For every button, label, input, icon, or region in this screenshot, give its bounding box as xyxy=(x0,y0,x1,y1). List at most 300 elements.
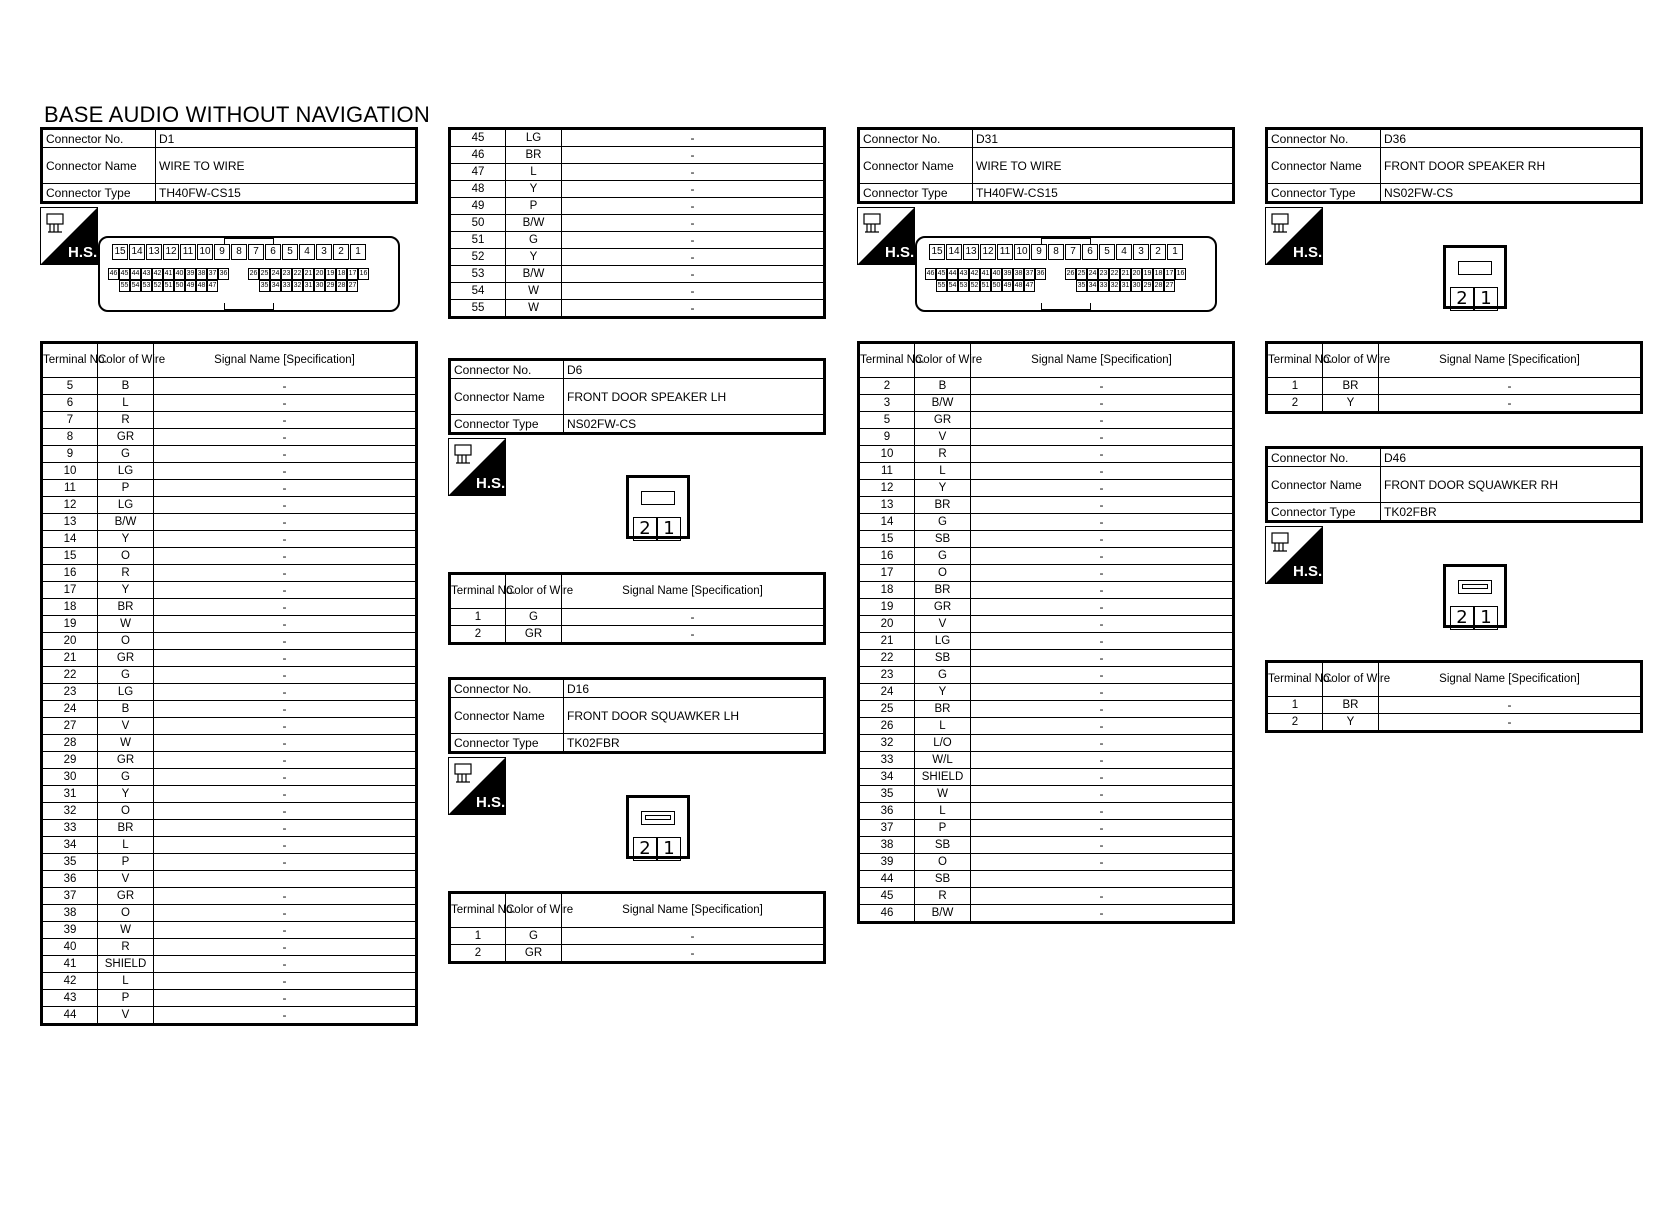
wire-color: Y xyxy=(506,249,562,266)
connector-pin: 21 xyxy=(303,268,314,280)
table-row xyxy=(42,837,417,854)
terminal-no: 12 xyxy=(859,480,915,497)
signal-name: - xyxy=(562,164,825,181)
wire-color: O xyxy=(98,803,154,820)
connector-pin: 40 xyxy=(174,268,185,280)
connector-pin: 19 xyxy=(1142,268,1153,280)
signal-name: - xyxy=(971,905,1234,923)
terminal-no: 5 xyxy=(859,412,915,429)
signal-name: - xyxy=(971,446,1234,463)
terminal-no: 15 xyxy=(42,548,98,565)
signal-name: - xyxy=(154,531,417,548)
terminal-no: 55 xyxy=(450,300,506,318)
connector-info-d31 xyxy=(857,127,1235,204)
signal-name: - xyxy=(562,626,825,644)
table-row xyxy=(859,616,1234,633)
connector-pin: 31 xyxy=(1120,280,1131,292)
connector-pin: 48 xyxy=(196,280,207,292)
terminal-no: 16 xyxy=(859,548,915,565)
connector-pin: 55 xyxy=(119,280,130,292)
terminal-no: 20 xyxy=(42,633,98,650)
connector-pin: 51 xyxy=(980,280,991,292)
wire-color: G xyxy=(915,548,971,565)
label-connector-type: Connector Type xyxy=(1267,503,1381,522)
label-connector-type: Connector Type xyxy=(859,184,973,203)
signal-name: - xyxy=(971,837,1234,854)
signal-name: - xyxy=(154,480,417,497)
wire-color: Y xyxy=(98,582,154,599)
table-row xyxy=(42,616,417,633)
header-color-of-wire: Color of Wire xyxy=(1323,343,1379,378)
signal-name: - xyxy=(562,609,825,626)
terminal-no: 32 xyxy=(859,735,915,752)
signal-name: - xyxy=(971,582,1234,599)
table-row xyxy=(450,147,825,164)
header-terminal-no: Terminal No. xyxy=(450,893,506,928)
wire-color: G xyxy=(506,232,562,249)
terminal-no: 50 xyxy=(450,215,506,232)
table-row xyxy=(859,684,1234,701)
table-row xyxy=(42,854,417,871)
terminal-table-d1 xyxy=(40,341,418,1026)
signal-name: - xyxy=(154,667,417,684)
terminal-no: 41 xyxy=(42,956,98,973)
terminal-no: 45 xyxy=(450,129,506,147)
table-row xyxy=(450,928,825,945)
wire-color: V xyxy=(98,1007,154,1025)
wire-color: LG xyxy=(98,497,154,514)
table-row xyxy=(859,786,1234,803)
table-header xyxy=(1267,662,1642,697)
signal-name: - xyxy=(154,990,417,1007)
wire-color: GR xyxy=(98,650,154,667)
table-row xyxy=(42,888,417,905)
connector-face-d16 xyxy=(626,795,690,859)
connector-type-value: TK02FBR xyxy=(1381,503,1642,522)
signal-name: - xyxy=(971,531,1234,548)
connector-pin: 28 xyxy=(336,280,347,292)
terminal-no: 13 xyxy=(42,514,98,531)
connector-pin-grid-d31 xyxy=(915,236,1217,312)
table-row xyxy=(859,854,1234,871)
signal-name: - xyxy=(971,888,1234,905)
terminal-no: 32 xyxy=(42,803,98,820)
table-row xyxy=(42,956,417,973)
wire-color: BR xyxy=(915,582,971,599)
connector-pin: 44 xyxy=(947,268,958,280)
connector-no-value: D6 xyxy=(564,360,825,379)
terminal-no: 15 xyxy=(859,531,915,548)
connector-pin: 10 xyxy=(1014,244,1030,260)
connector-pin: 22 xyxy=(292,268,303,280)
pin-1: 1 xyxy=(1474,606,1498,630)
terminal-no: 38 xyxy=(859,837,915,854)
label-connector-name: Connector Name xyxy=(859,148,973,184)
connector-pin: 35 xyxy=(1076,280,1087,292)
wire-color: P xyxy=(98,480,154,497)
connector-no-value: D36 xyxy=(1381,129,1642,148)
table-header xyxy=(859,343,1234,378)
table-row xyxy=(859,752,1234,769)
signal-name: - xyxy=(154,905,417,922)
connector-pin: 47 xyxy=(1024,280,1035,292)
terminal-no: 6 xyxy=(42,395,98,412)
table-row xyxy=(450,626,825,644)
table-row xyxy=(42,395,417,412)
connector-info-d46 xyxy=(1265,446,1643,523)
table-row xyxy=(42,1007,417,1025)
wire-color: BR xyxy=(1323,378,1379,395)
signal-name: - xyxy=(971,514,1234,531)
terminal-no: 10 xyxy=(42,463,98,480)
connector-pin: 42 xyxy=(969,268,980,280)
header-signal-name: Signal Name [Specification] xyxy=(154,343,417,378)
connector-pin: 4 xyxy=(299,244,315,260)
signal-name: - xyxy=(154,395,417,412)
table-row xyxy=(859,497,1234,514)
table-row xyxy=(859,718,1234,735)
terminal-no: 9 xyxy=(859,429,915,446)
terminal-no: 42 xyxy=(42,973,98,990)
connector-pin: 12 xyxy=(163,244,179,260)
connector-pin: 5 xyxy=(1099,244,1115,260)
connector-pin: 45 xyxy=(936,268,947,280)
signal-name: - xyxy=(562,129,825,147)
wire-color: W xyxy=(506,300,562,318)
connector-pin: 28 xyxy=(1153,280,1164,292)
wire-color: B xyxy=(98,701,154,718)
table-row xyxy=(42,905,417,922)
table-row xyxy=(859,769,1234,786)
connector-name-value: WIRE TO WIRE xyxy=(156,148,417,184)
table-row xyxy=(42,735,417,752)
svg-text:H.S.: H.S. xyxy=(885,244,915,261)
signal-name: - xyxy=(154,684,417,701)
connector-pin: 52 xyxy=(152,280,163,292)
connector-pin: 50 xyxy=(174,280,185,292)
table-row xyxy=(42,633,417,650)
connector-pin: 46 xyxy=(925,268,936,280)
terminal-no: 7 xyxy=(42,412,98,429)
table-row xyxy=(42,684,417,701)
connector-pin: 6 xyxy=(1082,244,1098,260)
label-connector-no: Connector No. xyxy=(450,679,564,698)
connector-type-value: TH40FW-CS15 xyxy=(156,184,417,203)
label-connector-no: Connector No. xyxy=(1267,129,1381,148)
wire-color: P xyxy=(98,990,154,1007)
table-row xyxy=(450,249,825,266)
table-row xyxy=(42,701,417,718)
terminal-table-d46 xyxy=(1265,660,1643,733)
wire-color: P xyxy=(506,198,562,215)
connector-pin: 16 xyxy=(358,268,369,280)
header-signal-name: Signal Name [Specification] xyxy=(562,574,825,609)
table-header xyxy=(450,893,825,928)
wire-color: W/L xyxy=(915,752,971,769)
table-header xyxy=(1267,343,1642,378)
terminal-no: 2 xyxy=(450,626,506,644)
terminal-no: 21 xyxy=(859,633,915,650)
connector-pin: 8 xyxy=(231,244,247,260)
connector-pin: 8 xyxy=(1048,244,1064,260)
connector-pin: 17 xyxy=(1164,268,1175,280)
wire-color: GR xyxy=(98,888,154,905)
wire-color: O xyxy=(98,633,154,650)
signal-name: - xyxy=(562,945,825,963)
pin-2: 2 xyxy=(1450,287,1474,311)
wire-color: G xyxy=(98,769,154,786)
connector-latch xyxy=(224,303,274,310)
wire-color: SB xyxy=(915,531,971,548)
label-connector-name: Connector Name xyxy=(1267,467,1381,503)
connector-pin: 12 xyxy=(980,244,996,260)
signal-name: - xyxy=(971,480,1234,497)
connector-info-d36 xyxy=(1265,127,1643,204)
terminal-no: 2 xyxy=(859,378,915,395)
connector-face-d46 xyxy=(1443,564,1507,628)
signal-name: - xyxy=(154,820,417,837)
wire-color: Y xyxy=(98,786,154,803)
svg-text:H.S.: H.S. xyxy=(1293,244,1323,261)
wire-color: O xyxy=(915,854,971,871)
terminal-no: 9 xyxy=(42,446,98,463)
wire-color: V xyxy=(915,616,971,633)
signal-name: - xyxy=(971,599,1234,616)
terminal-no: 2 xyxy=(450,945,506,963)
connector-pin: 13 xyxy=(146,244,162,260)
signal-name: - xyxy=(154,769,417,786)
wire-color: R xyxy=(915,446,971,463)
signal-name: - xyxy=(154,888,417,905)
table-row xyxy=(42,769,417,786)
signal-name: - xyxy=(154,633,417,650)
terminal-no: 26 xyxy=(859,718,915,735)
wire-color: L/O xyxy=(915,735,971,752)
table-row xyxy=(859,582,1234,599)
wire-color: V xyxy=(98,718,154,735)
terminal-no: 31 xyxy=(42,786,98,803)
signal-name: - xyxy=(154,497,417,514)
table-row xyxy=(42,548,417,565)
connector-pin: 54 xyxy=(947,280,958,292)
signal-name: - xyxy=(562,928,825,945)
terminal-no: 37 xyxy=(42,888,98,905)
table-row xyxy=(859,667,1234,684)
connector-pin: 2 xyxy=(1150,244,1166,260)
wire-color: BR xyxy=(98,820,154,837)
signal-name: - xyxy=(154,378,417,395)
wire-color: GR xyxy=(98,752,154,769)
wire-color: W xyxy=(98,616,154,633)
table-row xyxy=(859,803,1234,820)
terminal-table-d1-continued xyxy=(448,127,826,319)
terminal-no: 20 xyxy=(859,616,915,633)
terminal-no: 44 xyxy=(42,1007,98,1025)
label-connector-type: Connector Type xyxy=(1267,184,1381,203)
connector-pin: 34 xyxy=(1087,280,1098,292)
terminal-no: 24 xyxy=(859,684,915,701)
wire-color: V xyxy=(98,871,154,888)
connector-pin: 22 xyxy=(1109,268,1120,280)
header-terminal-no: Terminal No. xyxy=(1267,343,1323,378)
connector-pin: 1 xyxy=(350,244,366,260)
signal-name: - xyxy=(971,395,1234,412)
signal-name: - xyxy=(1379,395,1642,413)
signal-name: - xyxy=(971,786,1234,803)
table-row xyxy=(859,888,1234,905)
signal-name: - xyxy=(154,565,417,582)
table-row xyxy=(450,129,825,147)
wire-color: GR xyxy=(915,412,971,429)
wire-color: V xyxy=(915,429,971,446)
table-row xyxy=(450,266,825,283)
table-row xyxy=(859,837,1234,854)
signal-name: - xyxy=(971,565,1234,582)
header-terminal-no: Terminal No. xyxy=(42,343,98,378)
table-row xyxy=(859,378,1234,395)
signal-name: - xyxy=(971,429,1234,446)
signal-name: - xyxy=(154,718,417,735)
wire-color: L xyxy=(915,803,971,820)
wire-color: O xyxy=(98,905,154,922)
wire-color: B/W xyxy=(98,514,154,531)
connector-pin: 24 xyxy=(270,268,281,280)
header-signal-name: Signal Name [Specification] xyxy=(562,893,825,928)
table-row xyxy=(450,283,825,300)
connector-pin: 15 xyxy=(112,244,128,260)
terminal-no: 2 xyxy=(1267,714,1323,732)
wire-color: B xyxy=(98,378,154,395)
table-row xyxy=(42,497,417,514)
table-header xyxy=(450,574,825,609)
table-row xyxy=(450,300,825,318)
header-color-of-wire: Color of Wire xyxy=(915,343,971,378)
connector-pin: 34 xyxy=(270,280,281,292)
connector-type-value: TH40FW-CS15 xyxy=(973,184,1234,203)
connector-pin: 40 xyxy=(991,268,1002,280)
connector-pin: 26 xyxy=(248,268,259,280)
connector-pin: 27 xyxy=(347,280,358,292)
connector-pin: 20 xyxy=(314,268,325,280)
connector-pin: 41 xyxy=(980,268,991,280)
terminal-no: 24 xyxy=(42,701,98,718)
hs-icon xyxy=(1265,526,1323,584)
wire-color: LG xyxy=(506,129,562,147)
connector-info-d6 xyxy=(448,358,826,435)
signal-name: - xyxy=(971,548,1234,565)
terminal-no: 14 xyxy=(42,531,98,548)
connector-pin: 49 xyxy=(185,280,196,292)
hs-icon xyxy=(1265,207,1323,265)
table-row xyxy=(859,599,1234,616)
connector-pin: 29 xyxy=(1142,280,1153,292)
terminal-no: 46 xyxy=(859,905,915,923)
connector-name-value: FRONT DOOR SPEAKER LH xyxy=(564,379,825,415)
signal-name: - xyxy=(154,922,417,939)
pin-2: 2 xyxy=(1450,606,1474,630)
terminal-no: 10 xyxy=(859,446,915,463)
wire-color: GR xyxy=(506,626,562,644)
connector-pin: 16 xyxy=(1175,268,1186,280)
table-row xyxy=(859,701,1234,718)
svg-text:H.S.: H.S. xyxy=(476,794,506,811)
terminal-table-d31 xyxy=(857,341,1235,924)
terminal-no: 11 xyxy=(42,480,98,497)
wire-color: Y xyxy=(915,684,971,701)
connector-pin: 13 xyxy=(963,244,979,260)
signal-name xyxy=(971,871,1234,888)
label-connector-name: Connector Name xyxy=(1267,148,1381,184)
header-terminal-no: Terminal No. xyxy=(859,343,915,378)
connector-name-value: FRONT DOOR SQUAWKER LH xyxy=(564,698,825,734)
signal-name: - xyxy=(154,701,417,718)
table-row xyxy=(859,565,1234,582)
connector-pin: 11 xyxy=(180,244,196,260)
terminal-no: 23 xyxy=(859,667,915,684)
signal-name: - xyxy=(154,412,417,429)
signal-name: - xyxy=(562,249,825,266)
svg-text:H.S.: H.S. xyxy=(68,244,98,261)
table-row xyxy=(42,565,417,582)
header-signal-name: Signal Name [Specification] xyxy=(1379,662,1642,697)
terminal-no: 33 xyxy=(859,752,915,769)
terminal-no: 47 xyxy=(450,164,506,181)
connector-pin: 7 xyxy=(1065,244,1081,260)
hs-icon xyxy=(448,438,506,496)
terminal-no: 18 xyxy=(42,599,98,616)
terminal-no: 36 xyxy=(859,803,915,820)
signal-name: - xyxy=(1379,697,1642,714)
connector-pin: 18 xyxy=(336,268,347,280)
table-row xyxy=(1267,697,1642,714)
connector-pin: 38 xyxy=(196,268,207,280)
connector-pin: 46 xyxy=(108,268,119,280)
table-row xyxy=(859,820,1234,837)
table-row xyxy=(450,609,825,626)
terminal-no: 37 xyxy=(859,820,915,837)
wire-color: G xyxy=(98,667,154,684)
table-row xyxy=(859,446,1234,463)
wire-color: G xyxy=(915,514,971,531)
signal-name: - xyxy=(154,514,417,531)
header-terminal-no: Terminal No. xyxy=(1267,662,1323,697)
signal-name: - xyxy=(971,854,1234,871)
signal-name: - xyxy=(1379,378,1642,395)
connector-pin: 25 xyxy=(1076,268,1087,280)
wire-color: LG xyxy=(98,463,154,480)
table-row xyxy=(859,650,1234,667)
table-row xyxy=(42,990,417,1007)
terminal-no: 19 xyxy=(42,616,98,633)
signal-name: - xyxy=(971,667,1234,684)
terminal-no: 1 xyxy=(450,928,506,945)
signal-name: - xyxy=(154,599,417,616)
terminal-no: 1 xyxy=(1267,378,1323,395)
table-row xyxy=(42,514,417,531)
connector-info-d1 xyxy=(40,127,418,204)
table-row xyxy=(42,752,417,769)
signal-name: - xyxy=(971,650,1234,667)
wire-color: SB xyxy=(915,650,971,667)
connector-no-value: D46 xyxy=(1381,448,1642,467)
wire-color: L xyxy=(915,718,971,735)
connector-pin: 38 xyxy=(1013,268,1024,280)
connector-pin: 25 xyxy=(259,268,270,280)
signal-name: - xyxy=(971,735,1234,752)
wire-color: W xyxy=(506,283,562,300)
table-row xyxy=(42,378,417,395)
wire-color: Y xyxy=(915,480,971,497)
